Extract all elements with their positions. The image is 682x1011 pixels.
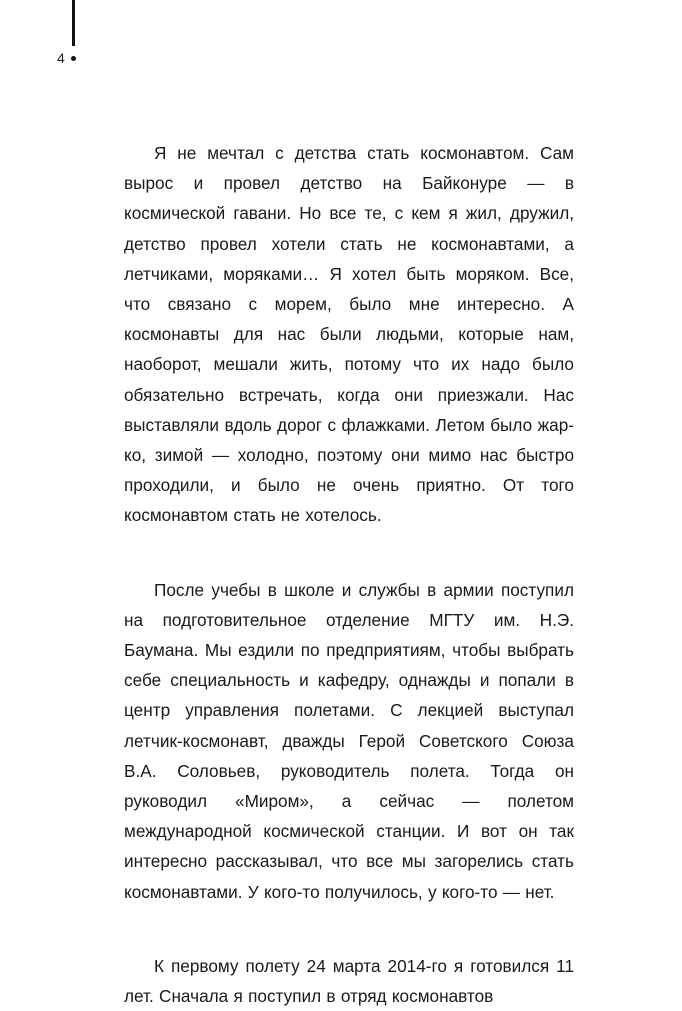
page-body	[124, 138, 574, 1011]
paragraph-first-flight: К первому полету 24 марта 2014-го я готовился 11 лет. Сначала я поступил в отряд космонавтов	[124, 955, 574, 1007]
paragraph-childhood: Я не мечтал с детства стать космонавтом. Сам вырос и провел детство на Байконуре — в космической гавани. Но все те, с кем я жил, дружил, детство провел хотели стать не космонавтами, а летчиками, моряками… Я хотел быть моряком. Все, что связано с морем, было мне интересно. А космонавты для нас были людьми, которые нам, наоборот, мешали жить, потому что их надо было обязательно встречать, когда они приезжали. Нас выставляли вдоль дорог с флажками. Летом было жарко, зимой — холодно, поэтому они мимо нас быстро проходили, и было не очень приятно. От того космонавтом стать не хотелось.	[124, 143, 574, 526]
page-number: 4	[57, 50, 65, 66]
margin-rule	[72, 0, 75, 46]
page-number-dot	[71, 56, 76, 61]
paragraph-education: После учебы в школе и службы в армии поступил на подготовительное отделение МГТУ им. Н.Э. Баумана. Мы ездили по предприятиям, чтобы выбрать себе специальность и кафедру, однажды и попали в центр управления полетами. С лекцией выступал летчик-космонавт, дважды Герой Советского Союза В.А. Соловьев, руководитель полета. Тогда он руководил «Миром», а сейчас — полетом международной космической станции. И вот он так интересно рассказывал, что все мы загорелись стать космонавтами. У кого-то получилось, у кого-то — нет.	[124, 579, 574, 902]
